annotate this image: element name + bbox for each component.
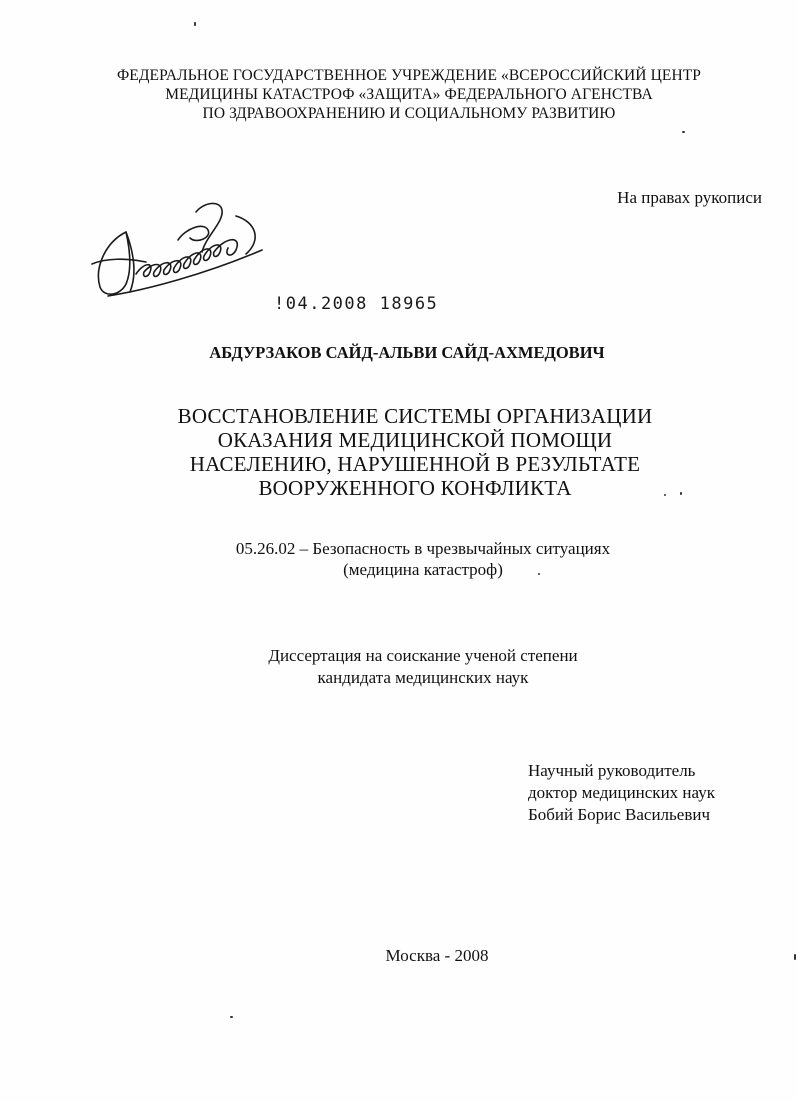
scan-speck — [194, 22, 196, 26]
specialty-line-1: 05.26.02 – Безопасность в чрезвычайных ситуациях — [235, 539, 611, 558]
advisor-rank: доктор медицинских наук — [528, 783, 715, 802]
organization-line-3: ПО ЗДРАВООХРАНЕНИЮ И СОЦИАЛЬНОМУ РАЗВИТИЮ — [202, 105, 616, 122]
city-year: Москва - 2008 — [385, 946, 489, 965]
scan-speck — [664, 494, 666, 496]
title-line-3: НАСЕЛЕНИЮ, НАРУШЕННОЙ В РЕЗУЛЬТАТЕ — [189, 452, 641, 476]
handwritten-signature — [86, 192, 286, 304]
title-line-4: ВООРУЖЕННОГО КОНФЛИКТА — [258, 476, 572, 500]
dissertation-title — [16, 404, 798, 500]
degree-statement — [24, 645, 798, 689]
scan-speck — [794, 954, 796, 960]
degree-line-1: Диссертация на соискание ученой степени — [268, 646, 578, 665]
specialty-code — [24, 538, 798, 580]
title-line-1: ВОССТАНОВЛЕНИЕ СИСТЕМЫ ОРГАНИЗАЦИИ — [177, 404, 653, 428]
organization-line-1: ФЕДЕРАЛЬНОЕ ГОСУДАРСТВЕННОЕ УЧРЕЖДЕНИЕ «ВСЕРОССИЙСКИЙ ЦЕНТР — [116, 67, 702, 84]
advisor-name: Бобий Борис Васильевич — [528, 805, 710, 824]
organization-header — [10, 66, 798, 123]
specialty-line-2: (медицина катастроф) — [343, 560, 503, 579]
organization-line-2: МЕДИЦИНЫ КАТАСТРОФ «ЗАЩИТА» ФЕДЕРАЛЬНОГО АГЕНСТВА — [165, 86, 653, 103]
title-line-2: ОКАЗАНИЯ МЕДИЦИНСКОЙ ПОМОЩИ — [217, 428, 613, 452]
degree-line-2: кандидата медицинских наук — [317, 668, 529, 687]
scientific-advisor — [528, 760, 715, 826]
archive-stamp-number: !04.2008 18965 — [274, 294, 439, 314]
advisor-role: Научный руководитель — [528, 761, 696, 780]
scan-speck — [682, 131, 685, 133]
scan-speck — [230, 1016, 233, 1018]
manuscript-rights-note: На правах рукописи — [617, 188, 762, 207]
scan-speck — [538, 573, 540, 575]
scan-speck — [680, 492, 682, 495]
author-name: АБДУРЗАКОВ САЙД-АЛЬВИ САЙД-АХМЕДОВИЧ — [209, 343, 605, 362]
